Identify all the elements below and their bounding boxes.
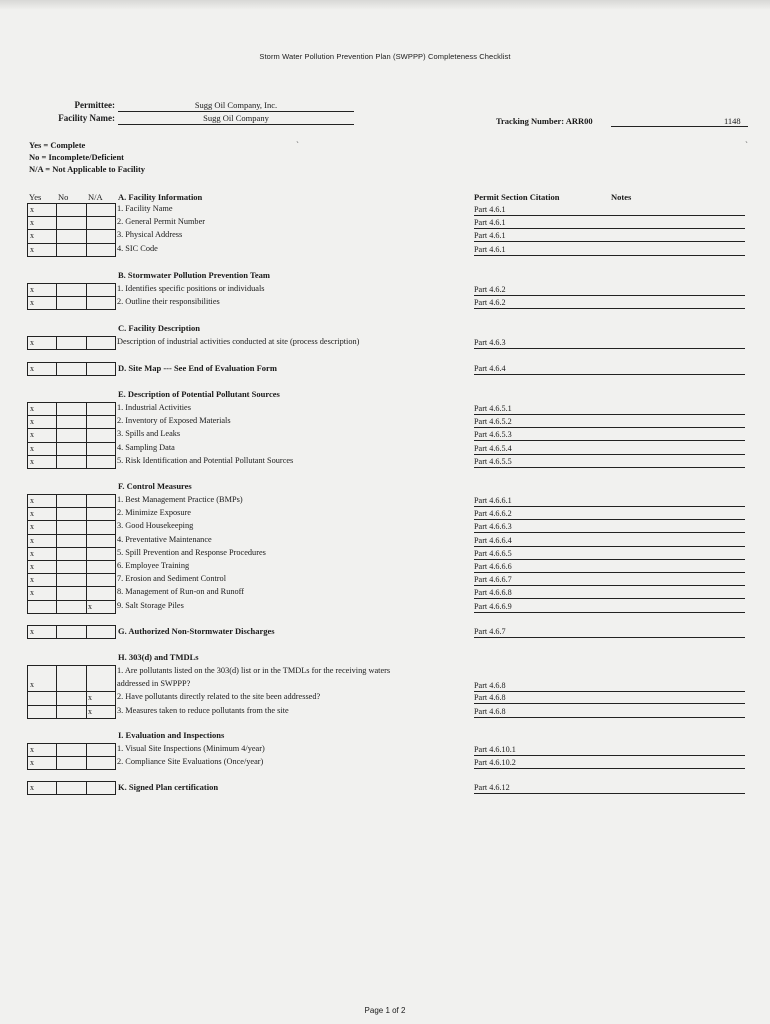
- check-mark: x: [88, 706, 92, 716]
- header-na: N/A: [88, 192, 103, 202]
- grid-column-line: [86, 782, 87, 794]
- grid-row-line: [28, 691, 115, 692]
- check-mark: x: [30, 298, 34, 308]
- tracking-line: [611, 126, 748, 127]
- permit-citation: Part 4.6.1: [474, 217, 745, 229]
- checklist-item: 4. Preventative Maintenance: [117, 534, 212, 544]
- section-title: K. Signed Plan certification: [118, 782, 219, 792]
- header-no: No: [58, 192, 69, 202]
- grid-column-line: [56, 495, 57, 613]
- permit-citation: Part 4.6.5.1: [474, 403, 745, 415]
- grid-row-line: [28, 415, 115, 416]
- checklist-item: 9. Salt Storage Piles: [117, 600, 184, 610]
- grid-column-line: [56, 363, 57, 375]
- check-mark: x: [30, 509, 34, 519]
- checkbox-grid: [27, 336, 116, 350]
- permit-citation: Part 4.6.6.6: [474, 561, 745, 573]
- document-title: Storm Water Pollution Prevention Plan (SWPPP) Completeness Checklist: [259, 52, 511, 61]
- checkbox-grid: [27, 665, 116, 719]
- checklist-item: 5. Risk Identification and Potential Pollutant Sources: [117, 455, 294, 465]
- permit-citation: Part 4.6.2: [474, 284, 745, 296]
- checklist-item: 2. Have pollutants directly related to the site been addressed?: [117, 692, 321, 702]
- tracking-number: 1148: [724, 116, 741, 126]
- check-mark: x: [30, 231, 34, 241]
- check-mark: x: [30, 535, 34, 545]
- permit-citation: Part 4.6.6.5: [474, 548, 745, 560]
- check-mark: x: [30, 496, 34, 505]
- checklist-item: 1. Identifies specific positions or individuals: [117, 284, 265, 293]
- permit-citation: Part 4.6.6.8: [474, 587, 745, 599]
- check-mark: x: [30, 404, 34, 413]
- check-mark: x: [30, 417, 34, 427]
- checklist-item-cont: addressed in SWPPP?: [117, 679, 191, 689]
- permit-citation: Part 4.6.2: [474, 297, 745, 309]
- grid-row-line: [28, 586, 115, 587]
- checklist-item: 6. Employee Training: [117, 561, 190, 570]
- permittee-label: Permittee:: [74, 100, 115, 110]
- header-yes: Yes: [29, 192, 42, 202]
- grid-row-line: [28, 442, 115, 443]
- legend-na: N/A = Not Applicable to Facility: [29, 164, 146, 174]
- checklist-item: 1. Facility Name: [117, 204, 173, 213]
- check-mark: x: [30, 575, 34, 585]
- grid-column-line: [56, 403, 57, 468]
- header-citation: Permit Section Citation: [474, 192, 560, 202]
- checkbox-grid: [27, 494, 116, 614]
- checklist-item: 2. Compliance Site Evaluations (Once/year): [117, 757, 264, 767]
- checklist-item: 7. Erosion and Sediment Control: [117, 574, 227, 584]
- permit-citation: Part 4.6.6.1: [474, 495, 745, 507]
- permit-citation: Part 4.6.6.7: [474, 574, 745, 586]
- scan-speck: `: [745, 140, 748, 150]
- scan-edge: [0, 0, 770, 10]
- legend-no: No = Incomplete/Deficient: [29, 152, 125, 162]
- permit-citation: Part 4.6.7: [474, 626, 745, 638]
- checkbox-grid: [27, 743, 116, 770]
- check-mark: x: [30, 456, 34, 466]
- permit-citation: Part 4.6.5.2: [474, 416, 745, 428]
- grid-row-line: [28, 520, 115, 521]
- checklist-item: 2. Inventory of Exposed Materials: [117, 416, 231, 426]
- checkbox-grid: [27, 283, 116, 310]
- section-title: D. Site Map --- See End of Evaluation Form: [118, 363, 277, 373]
- section-title: F. Control Measures: [118, 481, 192, 491]
- checklist-item: 3. Good Housekeeping: [117, 521, 194, 531]
- page-footer: Page 1 of 2: [364, 1006, 406, 1015]
- checklist-item: 4. SIC Code: [117, 243, 158, 253]
- permit-citation: Part 4.6.6.3: [474, 521, 745, 533]
- permit-citation: Part 4.6.5.4: [474, 443, 745, 455]
- grid-row-line: [28, 547, 115, 548]
- grid-column-line: [86, 495, 87, 613]
- check-mark: x: [30, 588, 34, 598]
- grid-row-line: [28, 705, 115, 706]
- checkbox-grid: [27, 402, 116, 469]
- checklist-item: 1. Industrial Activities: [117, 403, 191, 412]
- permit-citation: Part 4.6.8: [474, 706, 745, 718]
- section-title: B. Stormwater Pollution Prevention Team: [118, 270, 270, 280]
- permit-citation: Part 4.6.5.3: [474, 429, 745, 441]
- check-mark: x: [88, 693, 92, 703]
- grid-column-line: [56, 782, 57, 794]
- header-notes: Notes: [611, 192, 632, 202]
- permit-citation: Part 4.6.3: [474, 337, 745, 349]
- checklist-item: 3. Spills and Leaks: [117, 429, 181, 439]
- permit-citation: Part 4.6.1: [474, 204, 745, 216]
- permit-citation: Part 4.6.8: [474, 692, 745, 704]
- permit-citation: Part 4.6.8: [474, 680, 745, 692]
- permittee-value: Sugg Oil Company, Inc.: [118, 100, 354, 112]
- grid-row-line: [28, 573, 115, 574]
- permit-citation: Part 4.6.1: [474, 244, 745, 256]
- checklist-item: 3. Measures taken to reduce pollutants from the site: [117, 705, 289, 715]
- check-mark: x: [30, 218, 34, 228]
- check-mark: x: [30, 285, 34, 294]
- scan-speck: `: [296, 140, 299, 150]
- section-title: A. Facility Information: [118, 192, 203, 202]
- check-mark: x: [30, 443, 34, 453]
- grid-row-line: [28, 600, 115, 601]
- checklist-item: 5. Spill Prevention and Response Procedures: [117, 547, 266, 557]
- check-mark: x: [30, 338, 34, 347]
- grid-column-line: [56, 626, 57, 638]
- permit-citation: Part 4.6.1: [474, 230, 745, 242]
- permit-citation: Part 4.6.5.5: [474, 456, 745, 468]
- checklist-item: 3. Physical Address: [117, 230, 183, 240]
- check-mark: x: [30, 430, 34, 440]
- grid-row-line: [28, 428, 115, 429]
- grid-column-line: [86, 626, 87, 638]
- grid-row-line: [28, 216, 115, 217]
- permit-citation: Part 4.6.6.2: [474, 508, 745, 520]
- checkbox-grid: [27, 203, 116, 257]
- check-mark: x: [88, 601, 92, 611]
- check-mark: x: [30, 522, 34, 532]
- checklist-item: Description of industrial activities conducted at site (process description): [117, 337, 360, 346]
- facility-value: Sugg Oil Company: [118, 113, 354, 125]
- grid-row-line: [28, 534, 115, 535]
- check-mark: x: [30, 548, 34, 558]
- check-mark: x: [30, 758, 34, 768]
- tracking-label: Tracking Number: ARR00: [496, 116, 593, 126]
- checkbox-grid: [27, 625, 116, 639]
- section-title: I. Evaluation and Inspections: [118, 730, 225, 740]
- grid-row-line: [28, 296, 115, 297]
- grid-column-line: [86, 337, 87, 349]
- check-mark: x: [30, 244, 34, 254]
- permit-citation: Part 4.6.10.2: [474, 757, 745, 769]
- facility-label: Facility Name:: [58, 113, 115, 123]
- grid-row-line: [28, 455, 115, 456]
- checklist-item: 4. Sampling Data: [117, 442, 175, 452]
- permit-citation: Part 4.6.6.9: [474, 601, 745, 613]
- check-mark: x: [30, 627, 34, 636]
- check-mark: x: [30, 562, 34, 571]
- check-mark: x: [30, 745, 34, 754]
- grid-column-line: [86, 363, 87, 375]
- check-mark: x: [30, 205, 34, 214]
- checklist-item: 8. Management of Run-on and Runoff: [117, 587, 245, 597]
- check-mark: x: [30, 680, 34, 690]
- grid-row-line: [28, 560, 115, 561]
- checkbox-grid: [27, 781, 116, 795]
- section-title: E. Description of Potential Pollutant Sources: [118, 389, 280, 399]
- checklist-item: 1. Are pollutants listed on the 303(d) list or in the TMDLs for the receiving waters: [117, 666, 391, 675]
- permit-citation: Part 4.6.4: [474, 363, 745, 375]
- checklist-item: 2. Minimize Exposure: [117, 508, 191, 518]
- permit-citation: Part 4.6.10.1: [474, 744, 745, 756]
- section-title: G. Authorized Non-Stormwater Discharges: [118, 626, 275, 636]
- checklist-item: 2. Outline their responsibilities: [117, 297, 220, 307]
- permit-citation: Part 4.6.6.4: [474, 535, 745, 547]
- checklist-item: 2. General Permit Number: [117, 217, 206, 227]
- checklist-item: 1. Best Management Practice (BMPs): [117, 495, 243, 504]
- grid-row-line: [28, 507, 115, 508]
- section-title: H. 303(d) and TMDLs: [118, 652, 199, 662]
- legend-yes: Yes = Complete: [29, 140, 86, 150]
- section-title: C. Facility Description: [118, 323, 200, 333]
- grid-row-line: [28, 756, 115, 757]
- grid-column-line: [56, 337, 57, 349]
- check-mark: x: [30, 783, 34, 792]
- check-mark: x: [30, 364, 34, 373]
- checkbox-grid: [27, 362, 116, 376]
- permit-citation: Part 4.6.12: [474, 782, 745, 794]
- checklist-item: 1. Visual Site Inspections (Minimum 4/year): [117, 744, 265, 753]
- grid-column-line: [86, 403, 87, 468]
- grid-row-line: [28, 229, 115, 230]
- grid-row-line: [28, 243, 115, 244]
